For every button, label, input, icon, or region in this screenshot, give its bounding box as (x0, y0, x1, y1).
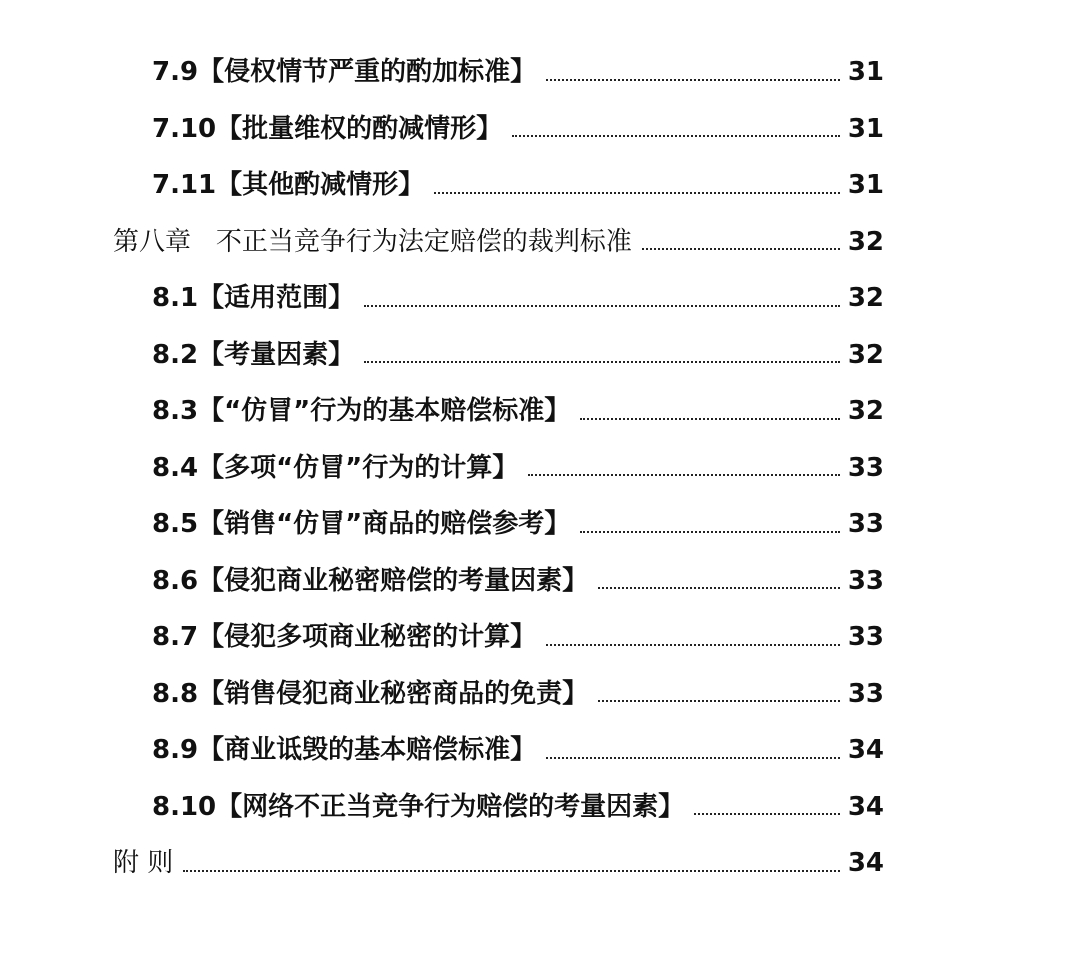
toc-page-number: 33 (847, 452, 884, 483)
toc-entry-title: 8.3【“仿冒”行为的基本赔偿标准】 (152, 396, 571, 427)
toc-entry-title: 7.10【批量维权的酌减情形】 (152, 113, 503, 144)
toc-entry-7-10[interactable] (0, 101, 1080, 158)
toc-entry-title: 8.8【销售侵犯商业秘密商品的免责】 (152, 678, 589, 709)
dot-leader (434, 192, 840, 194)
dot-leader (694, 813, 840, 815)
toc-page-number: 34 (847, 848, 884, 879)
toc-entry-8-1[interactable] (0, 270, 1080, 327)
dot-leader (364, 361, 840, 363)
toc-entry-7-9[interactable] (0, 44, 1080, 101)
toc-page-number: 31 (847, 57, 884, 88)
toc-entry-title: 8.7【侵犯多项商业秘密的计算】 (152, 622, 537, 653)
toc-entry-8-10[interactable] (0, 779, 1080, 836)
dot-leader (512, 135, 840, 137)
toc-chapter-title: 第八章 不正当竞争行为法定赔偿的裁判标准 (113, 226, 632, 257)
toc-entry-title: 7.9【侵权情节严重的酌加标准】 (152, 57, 537, 88)
toc-entry-title: 8.10【网络不正当竞争行为赔偿的考量因素】 (152, 791, 685, 822)
toc-entry-8-6[interactable] (0, 553, 1080, 610)
toc-entry-8-2[interactable] (0, 327, 1080, 384)
toc-entry-8-4[interactable] (0, 440, 1080, 497)
toc-page-number: 33 (847, 565, 884, 596)
toc-entry-title: 8.6【侵犯商业秘密赔偿的考量因素】 (152, 565, 589, 596)
toc-entry-7-11[interactable] (0, 157, 1080, 214)
toc-entry-8-3[interactable] (0, 383, 1080, 440)
toc-entry-chapter-8[interactable] (0, 214, 1080, 271)
dot-leader (598, 700, 840, 702)
toc-page-number: 32 (847, 339, 884, 370)
toc-chapter-title: 附 则 (113, 848, 174, 879)
toc-page-number: 31 (847, 170, 884, 201)
toc-page-number: 34 (847, 735, 884, 766)
toc-entry-title: 8.4【多项“仿冒”行为的计算】 (152, 452, 519, 483)
dot-leader (580, 418, 840, 420)
table-of-contents (0, 44, 1080, 892)
dot-leader (546, 757, 840, 759)
toc-page-number: 33 (847, 678, 884, 709)
dot-leader (528, 474, 840, 476)
toc-page-number: 34 (847, 791, 884, 822)
dot-leader (546, 644, 840, 646)
dot-leader (642, 248, 840, 250)
toc-page-number: 32 (847, 396, 884, 427)
toc-page-number: 32 (847, 226, 884, 257)
dot-leader (598, 587, 840, 589)
toc-entry-title: 8.2【考量因素】 (152, 339, 355, 370)
toc-page-number: 31 (847, 113, 884, 144)
toc-entry-title: 8.1【适用范围】 (152, 283, 355, 314)
dot-leader (183, 870, 840, 872)
toc-entry-8-7[interactable] (0, 609, 1080, 666)
toc-entry-8-9[interactable] (0, 722, 1080, 779)
toc-entry-appendix[interactable] (0, 835, 1080, 892)
toc-entry-8-5[interactable] (0, 496, 1080, 553)
dot-leader (580, 531, 840, 533)
dot-leader (546, 79, 840, 81)
toc-page-number: 32 (847, 283, 884, 314)
dot-leader (364, 305, 840, 307)
toc-page-number: 33 (847, 509, 884, 540)
toc-entry-title: 8.9【商业诋毁的基本赔偿标准】 (152, 735, 537, 766)
toc-entry-title: 7.11【其他酌减情形】 (152, 170, 425, 201)
toc-page-number: 33 (847, 622, 884, 653)
toc-entry-title: 8.5【销售“仿冒”商品的赔偿参考】 (152, 509, 571, 540)
toc-entry-8-8[interactable] (0, 666, 1080, 723)
